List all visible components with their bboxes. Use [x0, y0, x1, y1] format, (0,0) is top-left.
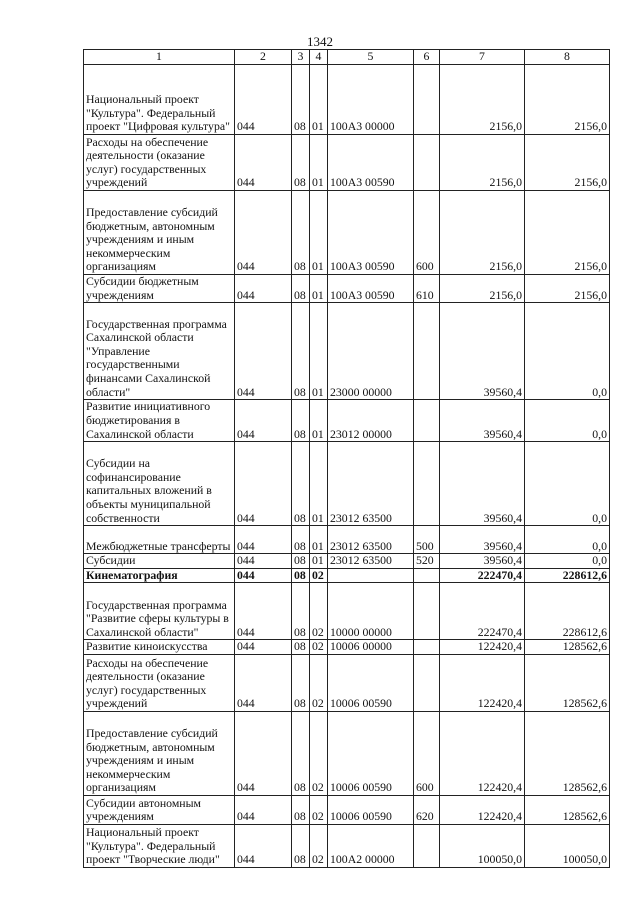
row-amount-col8: 128562,6 [525, 654, 610, 711]
row-name: Предоставление субсидий бюджетным, автономным учреждениям и иным некоммерческим организациям [84, 191, 235, 275]
col-header-7: 7 [440, 50, 525, 65]
row-subsection: 02 [310, 795, 328, 824]
row-expense-type [414, 640, 440, 655]
row-subsection: 01 [310, 135, 328, 191]
row-subsection: 02 [310, 824, 328, 867]
row-section: 08 [292, 824, 310, 867]
table-row [84, 824, 610, 867]
row-name: Предоставление субсидий бюджетным, автономным учреждениям и иным некоммерческим организациям [84, 711, 235, 795]
row-name: Субсидии на софинансирование капитальных вложений в объекты муниципальной собственности [84, 442, 235, 526]
row-ministry-code: 044 [235, 526, 292, 554]
budget-table [83, 49, 610, 868]
row-target-article: 23012 63500 [328, 442, 414, 526]
row-subsection: 01 [310, 442, 328, 526]
row-target-article: 23012 63500 [328, 554, 414, 569]
row-section: 08 [292, 303, 310, 400]
row-amount-col7: 122420,4 [440, 711, 525, 795]
row-section: 08 [292, 65, 310, 135]
row-expense-type [414, 583, 440, 640]
col-header-4: 4 [310, 50, 328, 65]
row-subsection: 01 [310, 400, 328, 442]
row-amount-col8: 128562,6 [525, 640, 610, 655]
row-target-article: 100А2 00000 [328, 824, 414, 867]
row-section: 08 [292, 526, 310, 554]
row-amount-col7: 122420,4 [440, 654, 525, 711]
row-target-article: 100А3 00590 [328, 135, 414, 191]
row-subsection: 02 [310, 640, 328, 655]
row-expense-type: 620 [414, 795, 440, 824]
col-header-1: 1 [84, 50, 235, 65]
table-row [84, 65, 610, 135]
row-amount-col8: 2156,0 [525, 275, 610, 303]
row-amount-col8: 0,0 [525, 442, 610, 526]
row-ministry-code: 044 [235, 554, 292, 569]
row-amount-col8: 128562,6 [525, 711, 610, 795]
row-name: Субсидии бюджетным учреждениям [84, 275, 235, 303]
row-subsection: 02 [310, 711, 328, 795]
row-ministry-code: 044 [235, 654, 292, 711]
row-name: Расходы на обеспечение деятельности (оказание услуг) государственных учреждений [84, 654, 235, 711]
row-subsection: 01 [310, 65, 328, 135]
row-amount-col7: 222470,4 [440, 583, 525, 640]
row-name: Государственная программа Сахалинской области "Управление государственными финансами Сахалинской области" [84, 303, 235, 400]
row-ministry-code: 044 [235, 191, 292, 275]
row-amount-col8: 100050,0 [525, 824, 610, 867]
row-target-article: 100А3 00590 [328, 191, 414, 275]
table-row [84, 795, 610, 824]
row-expense-type: 600 [414, 711, 440, 795]
row-name: Национальный проект "Культура". Федеральный проект "Цифровая культура" [84, 65, 235, 135]
row-expense-type: 600 [414, 191, 440, 275]
row-ministry-code: 044 [235, 442, 292, 526]
row-amount-col7: 2156,0 [440, 191, 525, 275]
row-section: 08 [292, 583, 310, 640]
row-amount-col8: 128562,6 [525, 795, 610, 824]
page-number: 1342 [307, 34, 333, 49]
row-section: 08 [292, 191, 310, 275]
row-amount-col8: 0,0 [525, 303, 610, 400]
row-expense-type [414, 400, 440, 442]
row-name: Государственная программа "Развитие сферы культуры в Сахалинской области" [84, 583, 235, 640]
row-section: 08 [292, 711, 310, 795]
row-target-article: 23000 00000 [328, 303, 414, 400]
row-section: 08 [292, 795, 310, 824]
row-amount-col7: 2156,0 [440, 275, 525, 303]
row-amount-col8: 0,0 [525, 554, 610, 569]
row-subsection: 02 [310, 583, 328, 640]
row-subsection: 02 [310, 568, 328, 583]
row-amount-col7: 39560,4 [440, 303, 525, 400]
row-expense-type [414, 824, 440, 867]
row-target-article: 10006 00590 [328, 654, 414, 711]
row-amount-col7: 122420,4 [440, 795, 525, 824]
row-target-article: 23012 00000 [328, 400, 414, 442]
row-ministry-code: 044 [235, 275, 292, 303]
row-amount-col7: 39560,4 [440, 400, 525, 442]
table-row [84, 568, 610, 583]
row-subsection: 01 [310, 191, 328, 275]
row-amount-col7: 2156,0 [440, 65, 525, 135]
row-section: 08 [292, 554, 310, 569]
row-ministry-code: 044 [235, 65, 292, 135]
row-name: Развитие киноискусства [84, 640, 235, 655]
row-ministry-code: 044 [235, 640, 292, 655]
row-subsection: 02 [310, 654, 328, 711]
row-section: 08 [292, 275, 310, 303]
row-expense-type [414, 654, 440, 711]
row-expense-type [414, 303, 440, 400]
row-name: Национальный проект "Культура". Федеральный проект "Творческие люди" [84, 824, 235, 867]
table-row [84, 583, 610, 640]
row-amount-col7: 39560,4 [440, 442, 525, 526]
row-ministry-code: 044 [235, 795, 292, 824]
row-expense-type: 520 [414, 554, 440, 569]
col-header-6: 6 [414, 50, 440, 65]
row-target-article: 10006 00590 [328, 711, 414, 795]
table-row [84, 191, 610, 275]
row-name: Субсидии автономным учреждениям [84, 795, 235, 824]
row-amount-col7: 2156,0 [440, 135, 525, 191]
row-ministry-code: 044 [235, 568, 292, 583]
row-target-article [328, 568, 414, 583]
row-amount-col7: 122420,4 [440, 640, 525, 655]
row-amount-col8: 0,0 [525, 400, 610, 442]
row-ministry-code: 044 [235, 135, 292, 191]
table-row [84, 526, 610, 554]
row-section: 08 [292, 568, 310, 583]
row-section: 08 [292, 400, 310, 442]
table-row [84, 442, 610, 526]
row-ministry-code: 044 [235, 711, 292, 795]
table-row [84, 640, 610, 655]
table-row [84, 275, 610, 303]
table-row [84, 654, 610, 711]
row-target-article: 100А3 00000 [328, 65, 414, 135]
table-row [84, 711, 610, 795]
row-section: 08 [292, 640, 310, 655]
row-target-article: 10006 00590 [328, 795, 414, 824]
row-amount-col8: 2156,0 [525, 65, 610, 135]
row-expense-type: 610 [414, 275, 440, 303]
row-ministry-code: 044 [235, 583, 292, 640]
row-expense-type: 500 [414, 526, 440, 554]
table-body [84, 65, 610, 868]
row-target-article: 10000 00000 [328, 583, 414, 640]
row-target-article: 23012 63500 [328, 526, 414, 554]
row-amount-col8: 2156,0 [525, 191, 610, 275]
row-amount-col7: 100050,0 [440, 824, 525, 867]
table-row [84, 135, 610, 191]
table-row [84, 400, 610, 442]
row-ministry-code: 044 [235, 400, 292, 442]
row-target-article: 100А3 00590 [328, 275, 414, 303]
row-expense-type [414, 65, 440, 135]
row-section: 08 [292, 135, 310, 191]
row-amount-col8: 2156,0 [525, 135, 610, 191]
row-name: Расходы на обеспечение деятельности (оказание услуг) государственных учреждений [84, 135, 235, 191]
row-section: 08 [292, 654, 310, 711]
table-row [84, 303, 610, 400]
row-expense-type [414, 135, 440, 191]
row-ministry-code: 044 [235, 303, 292, 400]
header-row [84, 50, 610, 65]
col-header-8: 8 [525, 50, 610, 65]
row-ministry-code: 044 [235, 824, 292, 867]
row-subsection: 01 [310, 526, 328, 554]
row-amount-col8: 228612,6 [525, 583, 610, 640]
row-amount-col7: 39560,4 [440, 554, 525, 569]
row-amount-col8: 0,0 [525, 526, 610, 554]
row-subsection: 01 [310, 303, 328, 400]
row-amount-col7: 222470,4 [440, 568, 525, 583]
row-subsection: 01 [310, 554, 328, 569]
row-section: 08 [292, 442, 310, 526]
row-name: Кинематография [84, 568, 235, 583]
col-header-5: 5 [328, 50, 414, 65]
row-amount-col8: 228612,6 [525, 568, 610, 583]
row-name: Межбюджетные трансферты [84, 526, 235, 554]
row-name: Развитие инициативного бюджетирования в Сахалинской области [84, 400, 235, 442]
table-row [84, 554, 610, 569]
row-subsection: 01 [310, 275, 328, 303]
row-amount-col7: 39560,4 [440, 526, 525, 554]
row-name: Субсидии [84, 554, 235, 569]
row-expense-type [414, 442, 440, 526]
col-header-2: 2 [235, 50, 292, 65]
row-expense-type [414, 568, 440, 583]
row-target-article: 10006 00000 [328, 640, 414, 655]
col-header-3: 3 [292, 50, 310, 65]
